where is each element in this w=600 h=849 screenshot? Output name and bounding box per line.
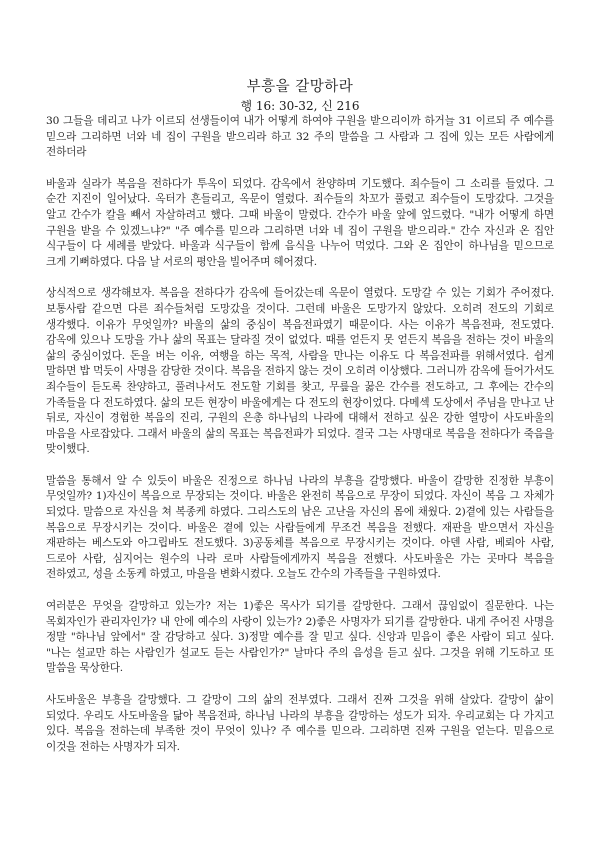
scripture-reference: 행 16: 30-32, 신 216 — [240, 99, 360, 113]
paragraph-gap — [46, 458, 554, 474]
body-paragraph: 사도바울은 부흥을 갈망했다. 그 갈망이 그의 삶의 전부였다. 그래서 진짜 그것을 위해 살았다. 갈망이 삶이 되었다. 우리도 사도바울을 닮아 복음전파, 하나님 나라의 부흥을 갈망하는 성도가 되자. 우리교회는 다 가지고 있다. 복음을 전하는데 부족한 것이 무엇이 있나? 주 예수를 믿으라. 그리하면 진짜 구원을 얻는다. 믿음으로 이것을 전하는 사명자가 되자. — [46, 694, 554, 753]
paragraph-gap — [46, 161, 554, 177]
body-paragraph: 바울과 실라가 복음을 전하다가 투옥이 되었다. 감옥에서 찬양하며 기도했다. 죄수들이 그 소리를 들었다. 그 순간 지진이 일어났다. 옥터가 흔들리고, 옥문이 열렸다. 죄수들의 차꼬가 풀렸고 죄수들이 도망갔다. 그것을 알고 간수가 칼을 빼서 자살하려고 했다. 그때 바울이 말렸다. 간수가 바울 앞에 엎드렸다. "내가 어떻게 하면 구원을 받을 수 있겠느냐?" "주 예수를 믿으라 그리하면 너와 네 집이 구원을 받으리라." 간수 자신과 온 집안 식구들이 다 세례를 받았다. 바울과 식구들이 함께 음식을 나누어 먹었다. 그와 온 집안이 하나님을 믿으므로 크게 기뻐하였다. 다음 날 서로의 평안을 빌어주며 헤어졌다. — [46, 177, 554, 268]
paragraph-gap — [46, 583, 554, 599]
scripture-verse: 30 그들을 데리고 나가 이르되 선생들이여 내가 어떻게 하여야 구원을 받으리이까 하거늘 31 이르되 주 예수를 믿으라 그리하면 너와 네 집이 구원을 받으리라 하고 32 주의 말씀을 그 사람과 그 집에 있는 모든 사람에게 전하더라 — [46, 115, 554, 159]
paragraph-gap — [46, 270, 554, 286]
page-title: 부흥을 갈망하라 — [246, 79, 354, 95]
body-paragraph: 상식적으로 생각해보자. 복음을 전하다가 감옥에 들어갔는데 옥문이 열렸다. 도망갈 수 있는 기회가 주어졌다. 보통사람 같으면 다른 죄수들처럼 도망갔을 것이다. 그런데 바울은 도망가지 않았다. 오히려 전도의 기회로 생각했다. 이유가 무엇일까? 바울의 삶의 중심이 복음전파였기 때문이다. 사는 이유가 복음전파, 전도였다. 감옥에 있으나 도망을 가나 삶의 목표는 달라질 것이 없었다. 때를 얻든지 못 얻든지 복음을 전하는 것이 바울의 삶의 중심이었다. 돈을 버는 이유, 여행을 하는 목적, 사람을 만나는 이유도 다 복음전파를 위해서였다. 쉽게 말하면 밥 먹듯이 사명을 감당한 것이다. 복음을 전하지 않는 것이 오히려 이상했다. 그러니까 감옥에 들어가서도 죄수들이 듣도록 찬양하고, 풀려나서도 전도할 기회를 찾고, 무릎을 꿇은 간수를 전도하고, 그 후에는 간수의 가족들을 다 전도하였다. 삶의 모든 현장이 바울에게는 다 전도의 현장이었다. 다메섹 도상에서 주님을 만나고 난 뒤로, 자신이 경험한 복음의 진리, 구원의 은총 하나님의 나라에 대해서 전하고 싶은 강한 열망이 사도바울의 마음을 사로잡았다. 그래서 바울의 삶의 목표는 복음전파가 되었다. 결국 그는 사명대로 복음을 전하다가 죽음을 맞이했다. — [46, 287, 554, 456]
body-paragraph: 여러분은 무엇을 갈망하고 있는가? 저는 1)좋은 목사가 되기를 갈망한다. 그래서 끊임없이 질문한다. 나는 목회자인가 관리자인가? 내 안에 예수의 사랑이 있는가? 2)좋은 사명자가 되기를 갈망한다. 내게 주어진 사명을 정말 "하나님 앞에서" 잘 감당하고 싶다. 3)정말 예수를 잘 믿고 싶다. 신앙과 믿음이 좋은 사람이 되고 싶다. "나는 설교만 하는 사람인가 설교도 듣는 사람인가?" 날마다 주의 음성을 듣고 싶다. 그것을 위해 기도하고 또 말씀을 묵상한다. — [46, 600, 554, 675]
paragraph-gap — [46, 677, 554, 693]
body-paragraph: 말씀을 통해서 알 수 있듯이 바울은 진정으로 하나님 나라의 부흥을 갈망했다. 바울이 갈망한 진정한 부흥이 무엇일까? 1)자신이 복음으로 무장되는 것이다. 바울은 완전히 복음으로 무장이 되었다. 자신이 복음 그 자체가 되었다. 말씀으로 자신을 쳐 복종케 하였다. 그리스도의 남은 고난을 자신의 몸에 채웠다. 2)곁에 있는 사람들을 복음으로 무장시키는 것이다. 바울은 곁에 있는 사람들에게 무조건 복음을 전했다. 재판을 받으면서 자신을 재판하는 베스도와 아그립바도 전도했다. 3)공동체를 복음으로 무장시키는 것이다. 아덴 사람, 베뢰아 사람, 드로아 사람, 심지어는 원수의 나라 로마 사람들에게까지 복음을 전했다. 사도바울은 가는 곳마다 복음을 전하였고, 성을 소동케 하였고, 마을을 변화시켰다. 오늘도 간수의 가족들을 구원하였다. — [46, 474, 554, 581]
